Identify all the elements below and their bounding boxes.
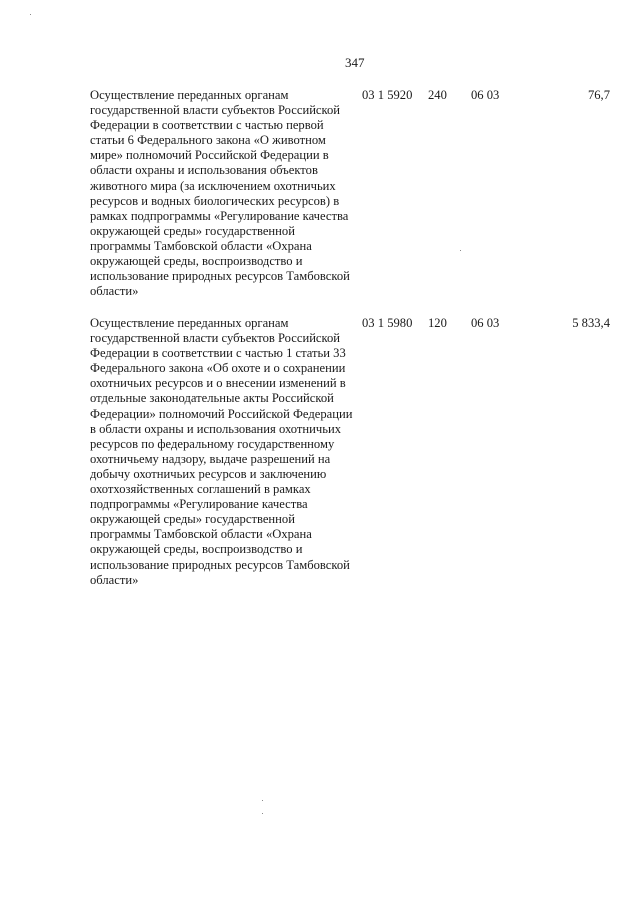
table-row [90,316,610,588]
table-row [90,88,610,306]
scan-speck [460,250,461,251]
row-description: Осуществление переданных органам государственной власти субъектов Российской Федерации в соответствии с частью 1 статьи 33 Федерального закона «Об охоте и о сохранении охотничьих ресурсов и о внесении изменений в отдельные законодательные акты Российской Федерации» полномочий Российской Федерации в области охраны и использования охотничьих ресурсов по федеральному государственному охотничьему надзору, выдаче разрешений на добычу охотничьих ресурсов и заключению охотхозяйственных соглашений в рамках подпрограммы «Регулирование качества окружающей среды» государственной программы Тамбовской области «Охрана окружающей среды, воспроизводство и использование природных ресурсов Тамбовской области» [90,316,353,587]
amount-value: 5 833,4 [572,316,610,330]
target-article-code: 03 1 5980 [362,316,413,330]
budget-table [90,88,610,598]
section-subsection-code: 06 03 [471,88,500,102]
row-description: Осуществление переданных органам государственной власти субъектов Российской Федерации в соответствии с частью первой статьи 6 Федерального закона «О животном мире» полномочий Российской Федерации в области охраны и использования объектов животного мира (за исключением охотничьих ресурсов и водных биологических ресурсов) в рамках подпрограммы «Регулирование качества окружающей среды» государственной программы Тамбовской области «Охрана окружающей среды, воспроизводство и использование природных ресурсов Тамбовской области» [90,88,350,299]
target-article-code: 03 1 5920 [362,88,413,102]
expense-type-code: 240 [428,88,447,102]
scan-speck [30,14,31,15]
page-number: 347 [345,55,365,70]
scan-speck [262,813,263,814]
section-subsection-code: 06 03 [471,316,500,330]
amount-value: 76,7 [587,88,610,102]
expense-type-code: 120 [428,316,447,330]
scan-speck [262,800,263,801]
